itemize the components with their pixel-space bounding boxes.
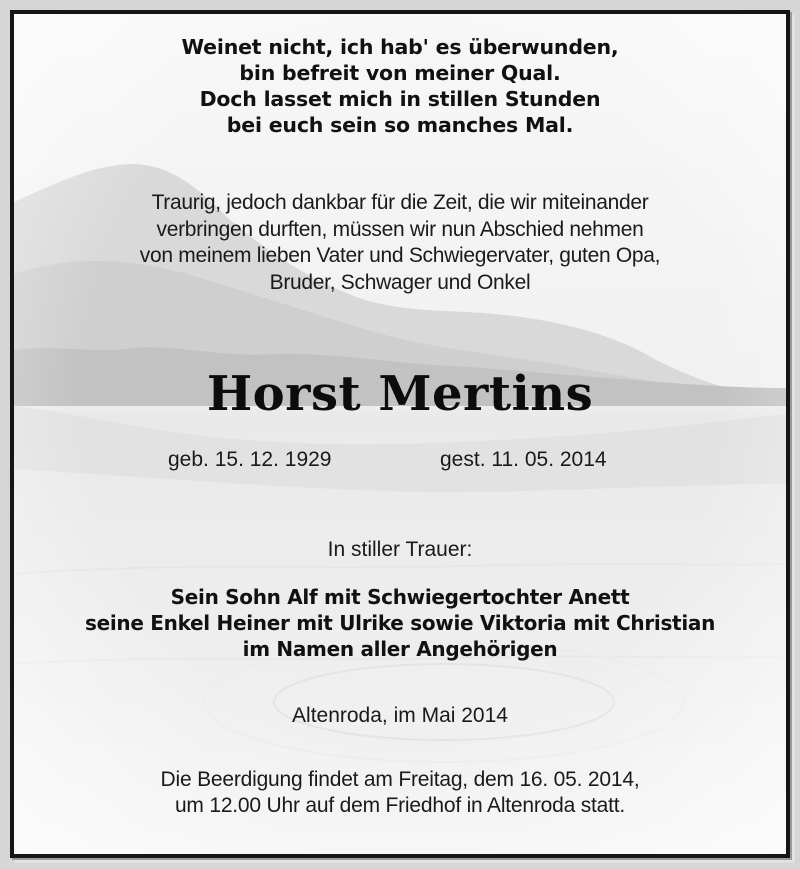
mourner-line: Sein Sohn Alf mit Schwiegertochter Anett — [170, 585, 630, 609]
intro-line: von meinem lieben Vater und Schwiegervater, guten Opa, — [139, 244, 661, 267]
intro-line: verbringen durften, müssen wir nun Abschied nehmen — [156, 217, 644, 241]
death-date: gest. 11. 05. 2014 — [440, 448, 607, 471]
mourner-line: seine Enkel Heiner mit Ulrike sowie Viktoria mit Christian — [84, 611, 716, 635]
funeral-line: um 12.00 Uhr auf dem Friedhof in Altenroda statt. — [174, 794, 626, 817]
intro-line: Traurig, jedoch dankbar für die Zeit, die wir miteinander — [151, 191, 649, 214]
mourner-line: im Namen aller Angehörigen — [242, 637, 558, 661]
poem-line: bei euch sein so manches Mal. — [226, 113, 574, 137]
funeral-line: Die Beerdigung findet am Freitag, dem 16. 05. 2014, — [160, 768, 640, 791]
life-dates — [14, 448, 786, 478]
poem-line: Weinet nicht, ich hab' es überwunden, — [181, 35, 619, 59]
intro-line: Bruder, Schwager und Onkel — [269, 270, 531, 294]
intro-text — [14, 190, 786, 296]
poem-line: Doch lasset mich in stillen Stunden — [199, 87, 601, 111]
place-and-date: Altenroda, im Mai 2014 — [292, 704, 508, 727]
notice-frame — [10, 10, 790, 858]
mourning-heading: In stiller Trauer: — [327, 538, 473, 561]
birth-date: geb. 15. 12. 1929 — [168, 448, 332, 471]
deceased-name: Horst Mertins — [206, 366, 594, 422]
mourners-list — [14, 584, 786, 662]
poem-line: bin befreit von meiner Qual. — [239, 61, 561, 85]
poem-verse — [14, 34, 786, 138]
funeral-info — [14, 767, 786, 819]
